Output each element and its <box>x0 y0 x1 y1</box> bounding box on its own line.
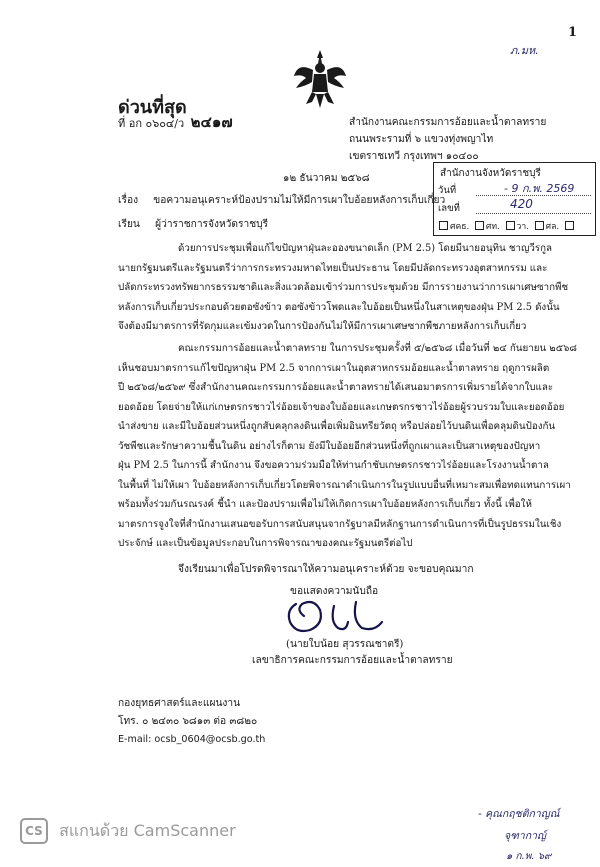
document-number <box>118 113 233 131</box>
sender-address-line-2: ถนนพระรามที่ ๖ แขวงทุ่งพญาไท <box>349 134 494 145</box>
subject-line <box>118 194 445 207</box>
paragraph-line: คณะกรรมการอ้อยและน้ำตาลทราย ในการประชุมครั้งที่ ๕/๒๕๖๘ เมื่อวันที่ ๒๔ กันยายน ๒๕๖๘ <box>178 343 577 354</box>
to-line <box>118 218 268 231</box>
stamp-number-label: เลขที่ <box>438 203 460 214</box>
stamp-checkbox-label: ศคธ. <box>450 222 470 232</box>
stamp-checkbox-label: ศท. <box>485 222 500 232</box>
closing-salutation: ขอแสดงความนับถือ <box>290 586 379 597</box>
subject-label: เรื่อง <box>118 195 139 206</box>
stamp-checkbox-label: วา. <box>516 222 529 232</box>
body-paragraph-2 <box>118 339 577 554</box>
to-text: ผู้ว่าราชการจังหวัดราชบุรี <box>155 219 269 230</box>
paragraph-line: นายกรัฐมนตรีและรัฐมนตรีว่าการกระทรวงมหาดไทยเป็นประธาน โดยมีปลัดกระทรวงอุตสาหกรรม และ <box>118 262 548 274</box>
document-number-label: ที่ อก ๐๖๐๔/ว <box>118 117 185 130</box>
contact-email: E-mail: ocsb_0604@ocsb.go.th <box>118 734 266 745</box>
paragraph-line: จึงต้องมีมาตรการที่รัดกุมและเข้มงวดในการป้องกันไม่ให้มีการเผาเศษซากพืชภายหลังการเก็บเกี่ยว <box>118 321 527 332</box>
stamp-date-label: วันที่ <box>438 185 457 196</box>
contact-division: กองยุทธศาสตร์และแผนงาน <box>118 698 241 709</box>
stamp-checkbox <box>535 221 544 230</box>
handwritten-routing-mark: ภ.มห. <box>510 44 539 57</box>
document-number-value: ๒๔๑๗ <box>190 113 233 131</box>
subject-text: ขอความอนุเคราะห์ป้องปรามไม่ให้มีการเผาใบอ้อยหลังการเก็บเกี่ยว <box>153 195 446 206</box>
stamp-checkboxes <box>436 219 576 233</box>
page-number: 1 <box>568 25 578 40</box>
garuda-emblem-icon <box>292 48 348 110</box>
stamp-checkbox <box>475 221 484 230</box>
signer-name: (นายใบน้อย สุวรรณชาตรี) <box>286 639 404 650</box>
paragraph-line: หลังการเก็บเกี่ยวประกอบด้วยตอซังข้าว ตอซังข้าวโพดและใบอ้อยเป็นหนึ่งในสาเหตุของฝุ่น PM 2.5 ดังนั้น <box>118 301 560 313</box>
handwritten-note-2: จุฑากาญ์ <box>504 830 546 842</box>
camscanner-logo-icon <box>20 818 48 844</box>
paragraph-line: ปี ๒๕๖๘/๒๕๖๙ ซึ่งสำนักงานคณะกรรมการอ้อยและน้ำตาลทรายได้เสนอมาตรการเพิ่มรายได้จากใบและ <box>118 382 554 393</box>
paragraph-line: พร้อมทั้งร่วมกันรณรงค์ ชี้นำ และป้องปรามเพื่อไม่ให้เกิดการเผาใบอ้อยหลังการเก็บเกี่ยว ทั้งนี้ เพื่อให้ <box>118 499 532 510</box>
paragraph-line: ปลัดกระทรวงทรัพยากรธรรมชาติและสิ่งแวดล้อมเข้าร่วมการประชุมด้วย มีการรายงานว่าการเผาเศษซากพืช <box>118 282 569 293</box>
stamp-number-value: 420 <box>510 197 533 211</box>
paragraph-line: เห็นชอบมาตรการแก้ไขปัญหาฝุ่น PM 2.5 จากการเผาในอุตสาหกรรมอ้อยและน้ำตาลทราย ฤดูการผลิต <box>118 362 550 374</box>
sender-address-line-1: สำนักงานคณะกรรมการอ้อยและน้ำตาลทราย <box>349 117 547 128</box>
stamp-date-value: - 9 ก.พ. 2569 <box>504 182 575 195</box>
stamp-office: สำนักงานจังหวัดราชบุรี <box>440 168 541 179</box>
urgency-heading: ด่วนที่สุด <box>118 97 187 118</box>
body-paragraph-1 <box>118 239 570 337</box>
stamp-checkbox <box>506 221 515 230</box>
stamp-number-line <box>476 213 591 214</box>
to-label: เรียน <box>118 219 140 230</box>
contact-phone: โทร. ๐ ๒๔๓๐ ๖๘๑๓ ต่อ ๓๘๒๐ <box>118 716 258 727</box>
signer-title: เลขาธิการคณะกรรมการอ้อยและน้ำตาลทราย <box>252 655 453 666</box>
letter-date: ๑๒ ธันวาคม ๒๕๖๘ <box>283 173 370 184</box>
stamp-checkbox <box>439 221 448 230</box>
closing-request: จึงเรียนมาเพื่อโปรดพิจารณาให้ความอนุเคราะห์ด้วย จะขอบคุณมาก <box>178 564 474 575</box>
paragraph-line: ในพื้นที่ ไม่ให้เผา ใบอ้อยหลังการเก็บเกี่ยวโดยพิจารณาดำเนินการในรูปแบบอื่นที่เหมาะสมเพื่อทดแทนการเผา <box>118 479 571 491</box>
handwritten-note-3: ๑ ก.พ. ๖๙ <box>506 851 552 862</box>
paragraph-line: ยอดอ้อย โดยจ่ายให้แก่เกษตรกรชาวไร่อ้อยเจ้าของใบอ้อยและเกษตรกรชาวไร่อ้อยผู้รวบรวมใบและยอดอ้อย <box>118 401 565 413</box>
camscanner-watermark <box>20 818 236 846</box>
paragraph-line: ฝุ่น PM 2.5 ในการนี้ สำนักงาน จึงขอความร่วมมือให้ท่านกำชับเกษตรกรชาวไร่อ้อยและโรงงานน้ำตาล <box>118 460 549 471</box>
received-stamp <box>433 162 596 236</box>
sender-address-line-3: เขตราชเทวี กรุงเทพฯ ๑๐๔๐๐ <box>349 151 479 162</box>
camscanner-text: สแกนด้วย CamScanner <box>59 820 236 840</box>
paragraph-line: นำส่งขาย และมีใบอ้อยส่วนหนึ่งถูกสับคลุกลงดินเพื่อเพิ่มอินทรียวัตถุ หรือปล่อยไว้บนดินเพื่อคลุมดินป้องกัน <box>118 421 556 432</box>
camscanner-badge: CS <box>25 824 43 838</box>
handwritten-signature <box>282 592 392 638</box>
handwritten-note-1: - คุณกฤชติกาญณ์ <box>478 808 560 820</box>
paragraph-line: ด้วยการประชุมเพื่อแก้ไขปัญหาฝุ่นละอองขนาดเล็ก (PM 2.5) โดยมีนายอนุทิน ชาญวีรกูล <box>178 243 553 254</box>
stamp-checkbox-label: ศล. <box>545 222 560 232</box>
stamp-checkbox <box>565 221 574 230</box>
paragraph-line: วัชพืชและรักษาความชื้นในดิน อย่างไรก็ตาม ยังมีใบอ้อยอีกส่วนหนึ่งที่ถูกเผาและเป็นสาเหตุของปัญหา <box>118 440 541 452</box>
paragraph-line: ประจักษ์ และเป็นข้อมูลประกอบในการพิจารณาของคณะรัฐมนตรีต่อไป <box>118 538 413 549</box>
paragraph-line: มาตรการจูงใจที่สำนักงานเสนอขอรับการสนับสนุนจากรัฐบาลมีหลักฐานการดำเนินการที่เป็นรูปธรรมในเชิง <box>118 518 562 530</box>
